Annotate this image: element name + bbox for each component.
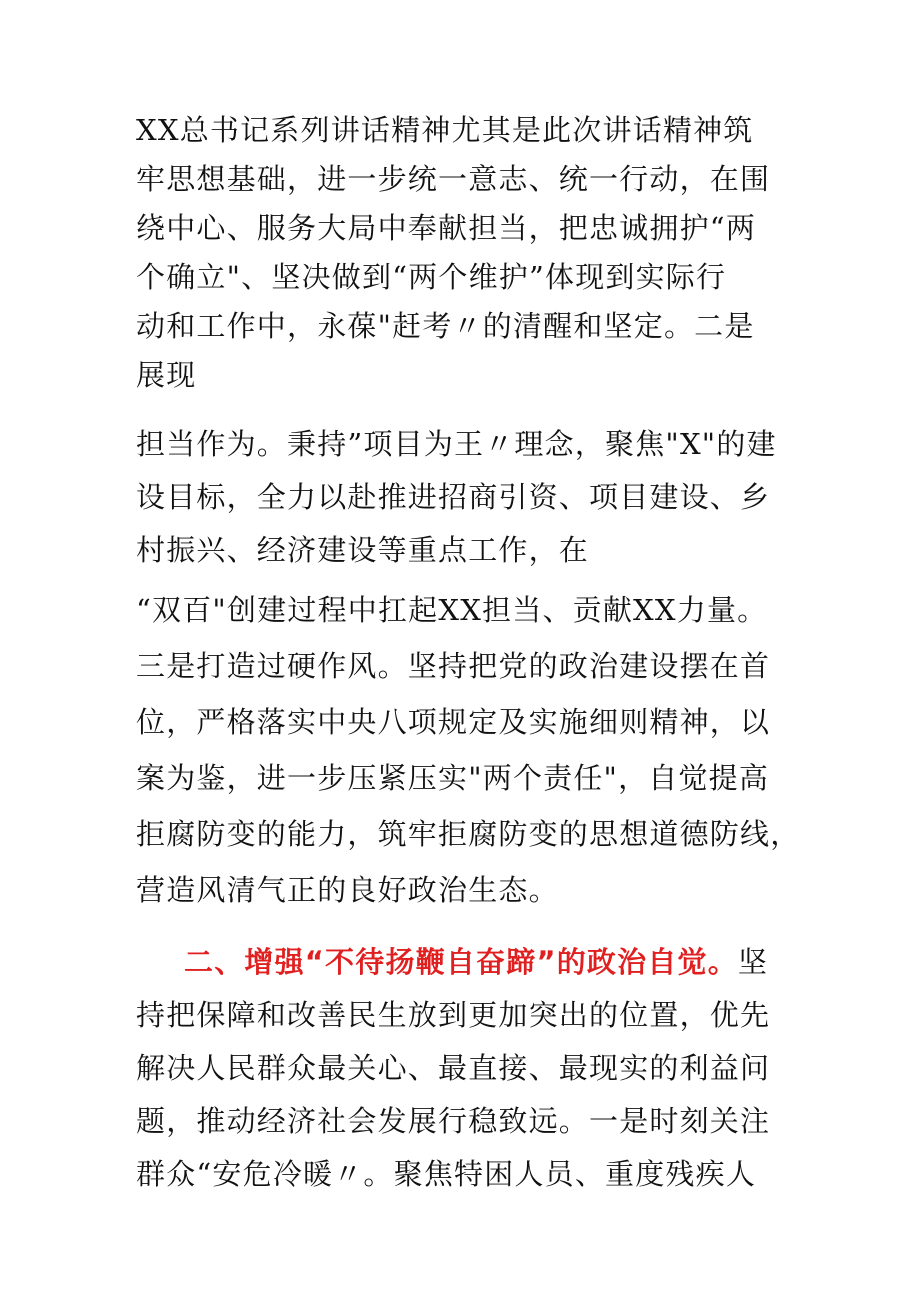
- section-heading: 二、增强“不待扬鞭自奋蹄”的政治自觉。: [184, 945, 738, 979]
- text-line: 题，推动经济社会发展行稳致远。一是时刻关注: [136, 1104, 771, 1138]
- text-line: XX总书记系列讲话精神尤其是此次讲话精神筑: [136, 113, 754, 147]
- section-heading-line: [184, 942, 768, 982]
- text-line: 展现: [136, 358, 197, 392]
- text-line: 案为鉴，进一步压紧压实"两个责任"，自觉提高: [136, 761, 770, 795]
- text-line: 三是打造过硬作风。坚持把党的政治建设摆在首: [136, 649, 771, 683]
- text-line: “双百"创建过程中扛起XX担当、贡献XX力量。: [136, 593, 768, 627]
- text-line: 担当作为。秉持”项目为王〃理念，聚焦"X"的建: [136, 427, 777, 461]
- text-line: 拒腐防变的能力，筑牢拒腐防变的思想道德防线，: [136, 817, 801, 851]
- text-line: 村振兴、经济建设等重点工作，在: [136, 533, 590, 567]
- text-line: 持把保障和改善民生放到更加突出的位置，优先: [136, 998, 771, 1032]
- text-line: 设目标，全力以赴推进招商引资、项目建设、乡: [136, 480, 771, 514]
- text-line: 牢思想基础，进一步统一意志、统一行动，在围: [136, 162, 771, 196]
- text-line: 动和工作中，永葆"赶考〃的清醒和坚定。二是: [136, 309, 755, 343]
- text-line: 绕中心、服务大局中奉献担当，把忠诚拥护“两: [136, 211, 757, 245]
- text-line: 个确立"、坚决做到“两个维护”体现到实际行: [136, 260, 727, 294]
- text-line: 营造风清气正的良好政治生态。: [136, 873, 559, 907]
- section-heading-continuation: 坚: [737, 945, 769, 979]
- text-line: 群众“安危冷暖〃。聚焦特困人员、重度残疾人: [136, 1157, 757, 1191]
- text-line: 位，严格落实中央八项规定及实施细则精神，以: [136, 705, 771, 739]
- text-line: 解决人民群众最关心、最直接、最现实的利益问: [136, 1051, 771, 1085]
